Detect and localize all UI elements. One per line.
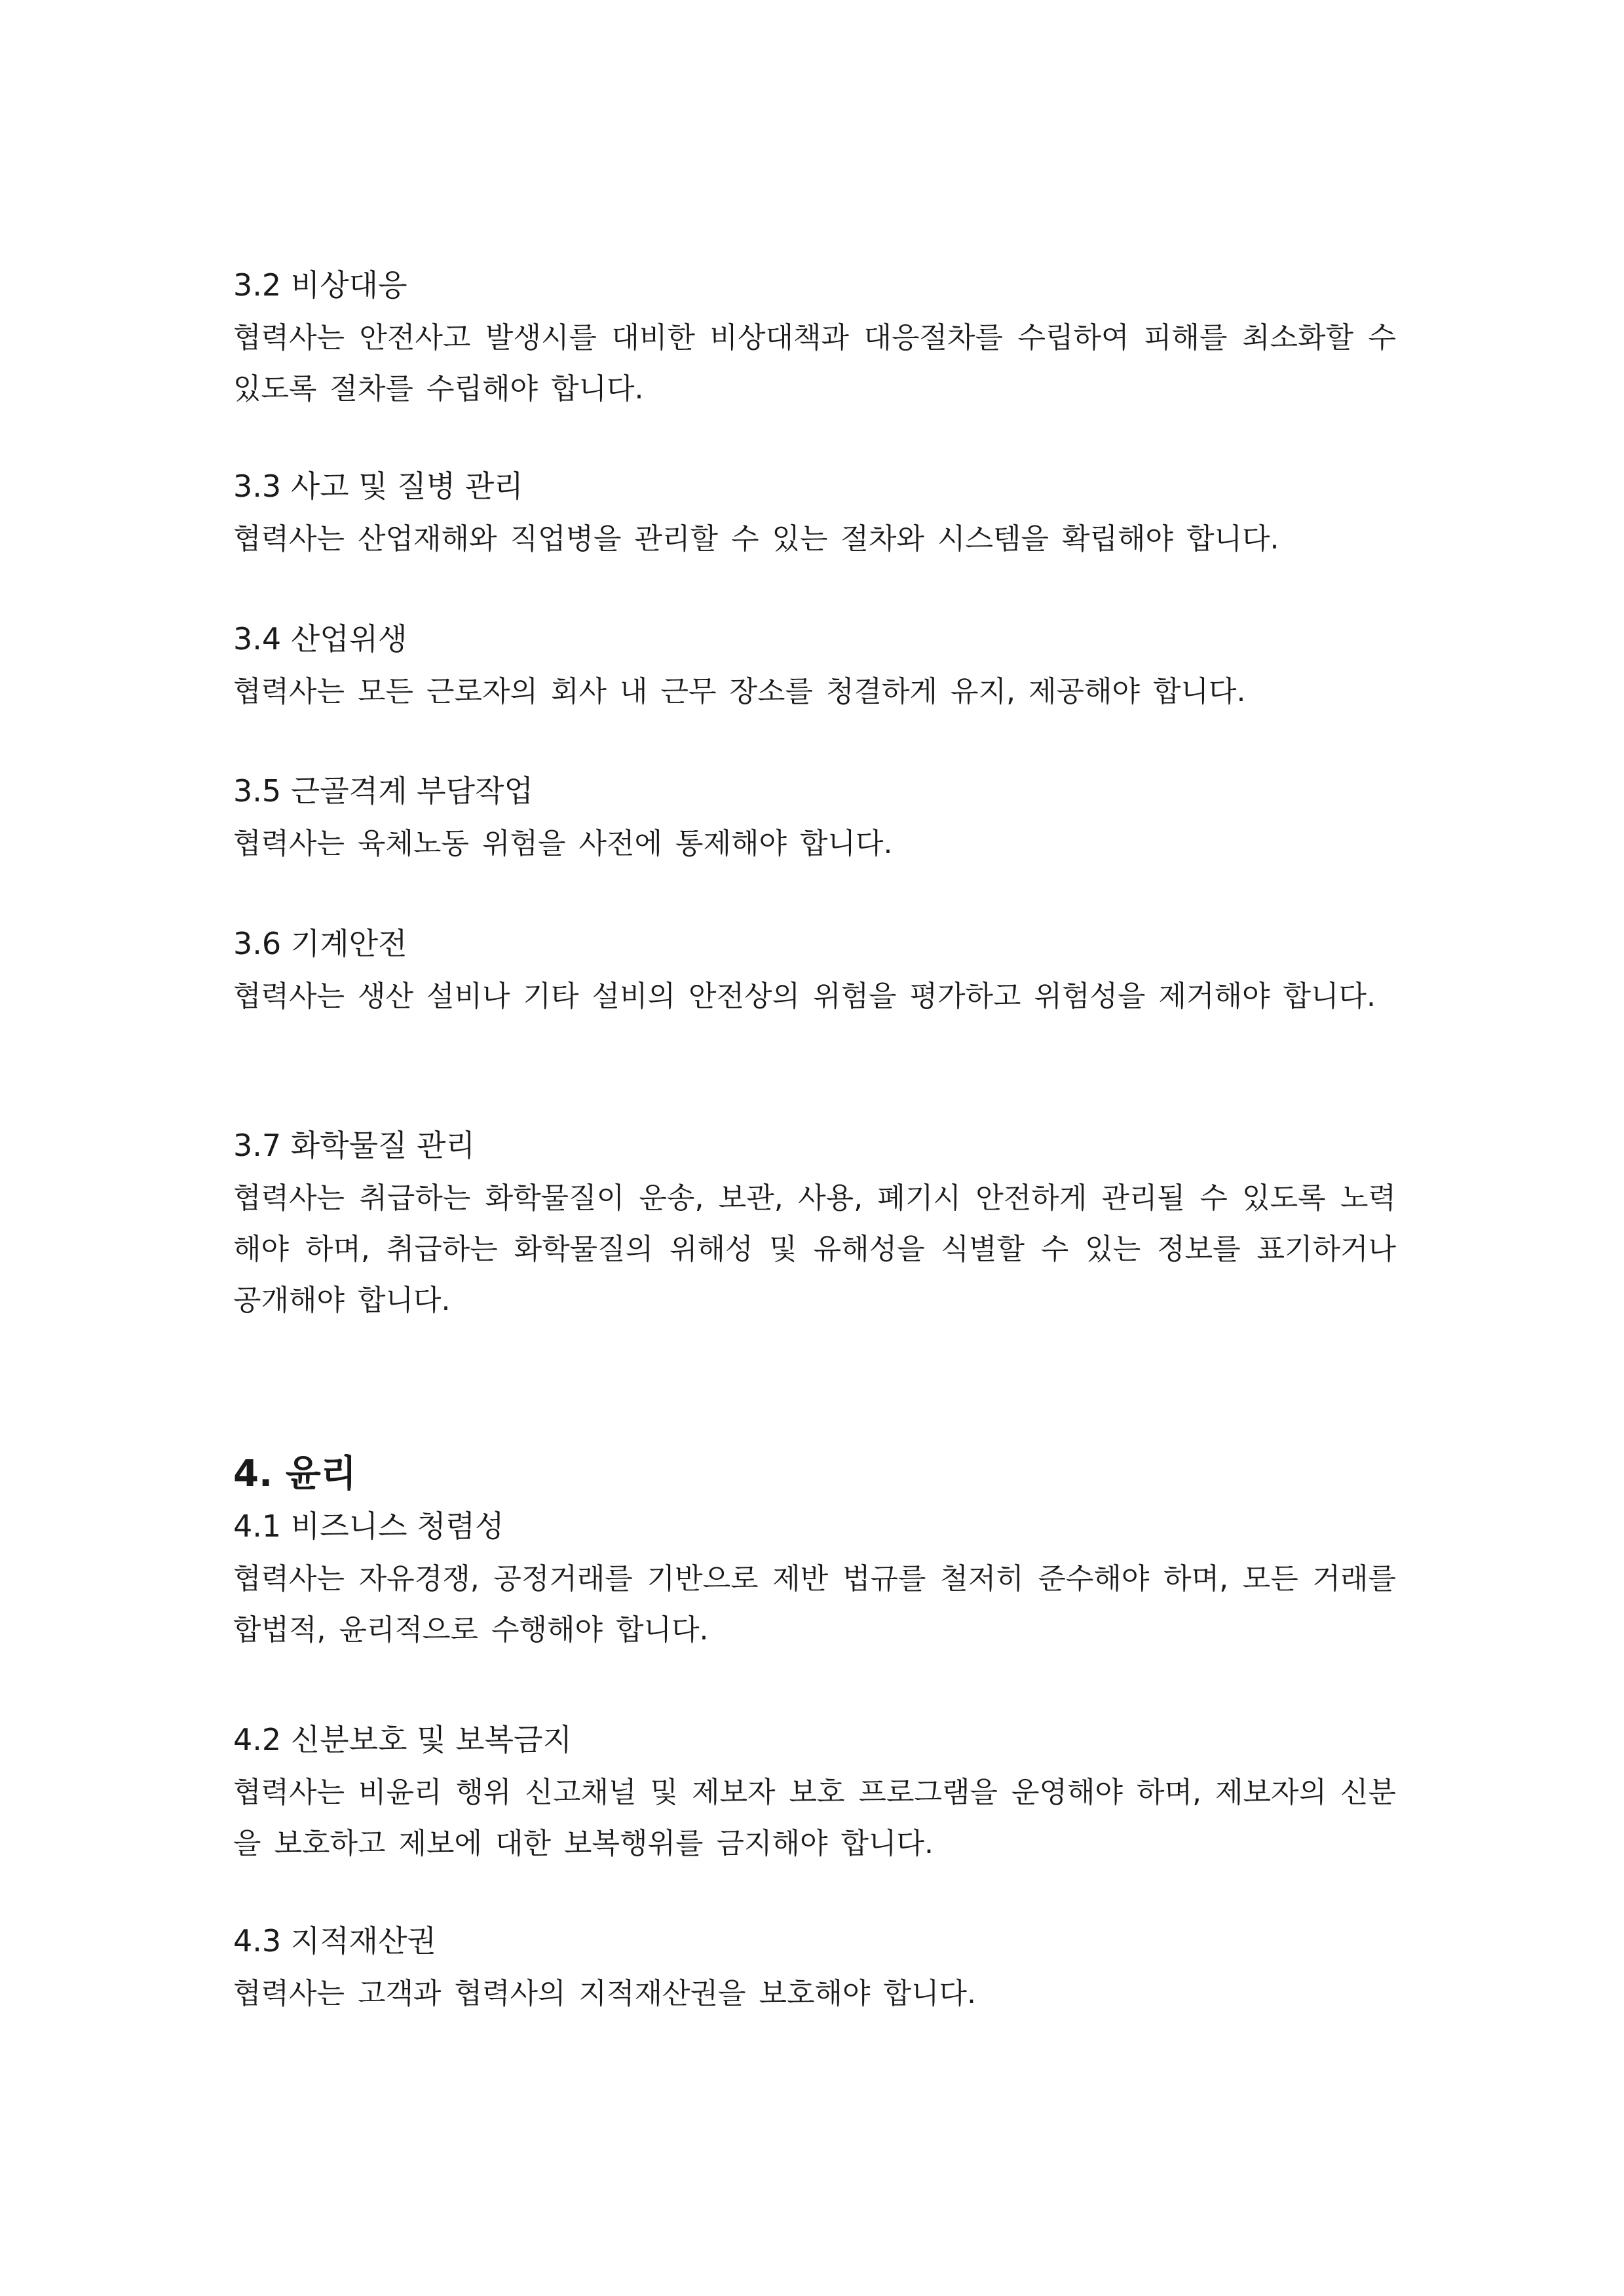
- section-heading: 3.7 화학물질 관리: [233, 1128, 476, 1163]
- section-body: 협력사는 취급하는 화학물질이 운송, 보관, 사용, 폐기시 안전하게 관리될 수 있도록 노력해야 하며, 취급하는 화학물질의 위해성 및 유해성을 식별할 수 있는 정보를 표기하거나 공개해야 합니다.: [233, 1181, 1396, 1317]
- section-3-2: [233, 265, 1396, 415]
- section-4-2: [233, 1720, 1396, 1869]
- section-body: 협력사는 생산 설비나 기타 설비의 안전상의 위험을 평가하고 위험성을 제거해야 합니다.: [233, 980, 1376, 1013]
- section-body: 협력사는 고객과 협력사의 지적재산권을 보호해야 합니다.: [233, 1977, 977, 2010]
- chapter-title: 4. 윤리: [233, 1453, 356, 1495]
- section-heading: 4.3 지적재산권: [233, 1923, 436, 1959]
- section-body: 협력사는 자유경쟁, 공정거래를 기반으로 제반 법규를 철저히 준수해야 하며, 모든 거래를 합법적, 윤리적으로 수행해야 합니다.: [233, 1562, 1396, 1647]
- section-3-7: [233, 1126, 1396, 1326]
- section-heading: 3.4 산업위생: [233, 621, 407, 657]
- section-heading: 3.2 비상대응: [233, 267, 407, 303]
- section-heading: 3.3 사고 및 질병 관리: [233, 469, 523, 504]
- section-3-4: [233, 619, 1396, 718]
- section-3-6: [233, 924, 1396, 1022]
- section-body: 협력사는 안전사고 발생시를 대비한 비상대책과 대응절차를 수립하여 피해를 최소화할 수 있도록 절차를 수립해야 합니다.: [233, 321, 1396, 406]
- chapter-4: [233, 1451, 1396, 1656]
- section-3-3: [233, 467, 1396, 565]
- section-body: 협력사는 비윤리 행위 신고채널 및 제보자 보호 프로그램을 운영해야 하며, 제보자의 신분을 보호하고 제보에 대한 보복행위를 금지해야 합니다.: [233, 1776, 1396, 1860]
- section-3-5: [233, 771, 1396, 870]
- section-4-3: [233, 1921, 1396, 2019]
- section-heading: 3.5 근골격계 부담작업: [233, 773, 533, 809]
- section-heading: 4.1 비즈니스 청렴성: [233, 1508, 504, 1544]
- section-body: 협력사는 산업재해와 직업병을 관리할 수 있는 절차와 시스템을 확립해야 합니다.: [233, 522, 1279, 556]
- section-body: 협력사는 육체노동 위험을 사전에 통제해야 합니다.: [233, 827, 893, 860]
- section-heading: 3.6 기계안전: [233, 926, 407, 961]
- section-body: 협력사는 모든 근로자의 회사 내 근무 장소를 청결하게 유지, 제공해야 합니다.: [233, 675, 1246, 708]
- section-heading: 4.2 신분보호 및 보복금지: [233, 1722, 572, 1757]
